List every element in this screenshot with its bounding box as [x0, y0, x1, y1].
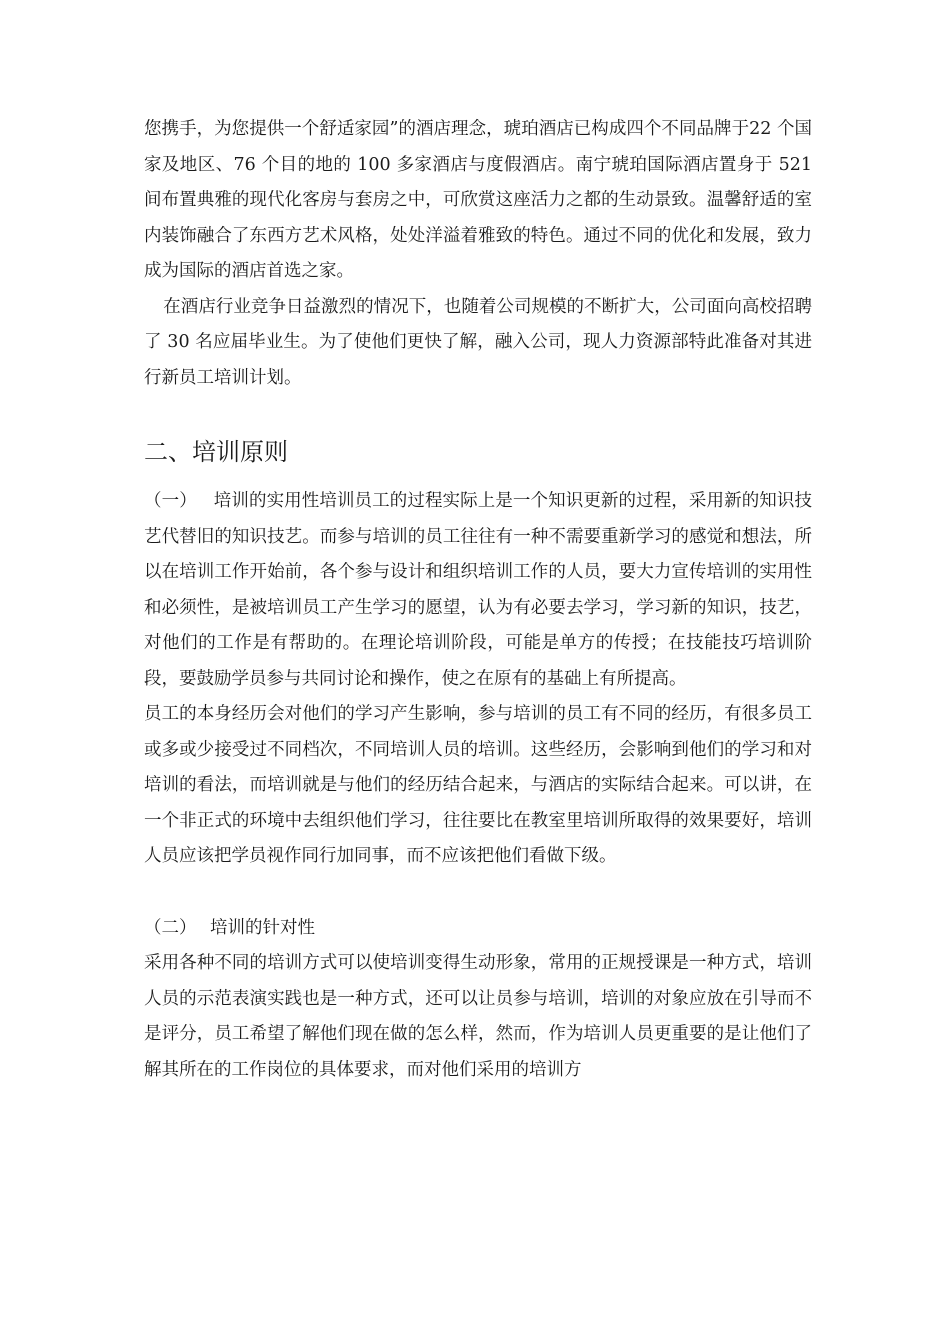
intro-paragraph-2: 在酒店行业竞争日益激烈的情况下，也随着公司规模的不断扩大，公司面向高校招聘了 30 名应届毕业生。为了使他们更快了解，融入公司，现人力资源部特此准备对其进行新员工培训计划。: [144, 296, 812, 388]
spacer: [144, 875, 812, 911]
principle-1-paragraph-2: 员工的本身经历会对他们的学习产生影响，参与培训的员工有不同的经历，有很多员工或多或少接受过不同档次，不同培训人员的培训。这些经历，会影响到他们的学习和对培训的看法，而培训就是与他们的经历结合起来，与酒店的实际结合起来。可以讲，在一个非正式的环境中去组织他们学习，往往要比在教室里培训所取得的效果要好，培训人员应该把学员视作同行加同事，而不应该把他们看做下级。: [144, 704, 812, 866]
section-heading: 二、培训原则: [144, 438, 288, 466]
principle-1-text: 培训的实用性培训员工的过程实际上是一个知识更新的过程，采用新的知识技艺代替旧的知识技艺。而参与培训的员工往往有一种不需要重新学习的感觉和想法，所以在培训工作开始前，各个参与设计和组织培训工作的人员，要大力宣传培训的实用性和必须性，是被培训员工产生学习的愿望，认为有必要去学习，学习新的知识，技艺，对他们的工作是有帮助的。在理论培训阶段，可能是单方的传授；在技能技巧培训阶段，要鼓励学员参与共同讨论和操作，使之在原有的基础上有所提高。: [144, 491, 812, 689]
principle-2-heading: [144, 911, 812, 947]
principle-1-paragraph: [144, 484, 812, 697]
principle-2-title: 培训的针对性: [210, 917, 315, 938]
principle-1-number: （一）: [144, 491, 197, 511]
intro-paragraph-1: 您携手，为您提供一个舒适家园”的酒店理念，琥珀酒店已构成四个不同品牌于22 个国家及地区、76 个目的地的 100 多家酒店与度假酒店。南宁琥珀国际酒店置身于 521 间布置典雅的现代化客房与套房之中，可欣赏这座活力之都的生动景致。温馨舒适的室内装饰融合了东西方艺术风格，处处洋溢着雅致的特色。通过不同的优化和发展，致力成为国际的酒店首选之家。: [144, 119, 812, 281]
document-page: [144, 112, 812, 1088]
principle-2-number: （二）: [144, 917, 197, 938]
principle-2-paragraph: 采用各种不同的培训方式可以使培训变得生动形象，常用的正规授课是一种方式，培训人员的示范表演实践也是一种方式，还可以让员参与培训，培训的对象应放在引导而不是评分，员工希望了解他们现在做的怎么样，然而，作为培训人员更重要的是让他们了解其所在的工作岗位的具体要求，而对他们采用的培训方: [144, 953, 812, 1080]
